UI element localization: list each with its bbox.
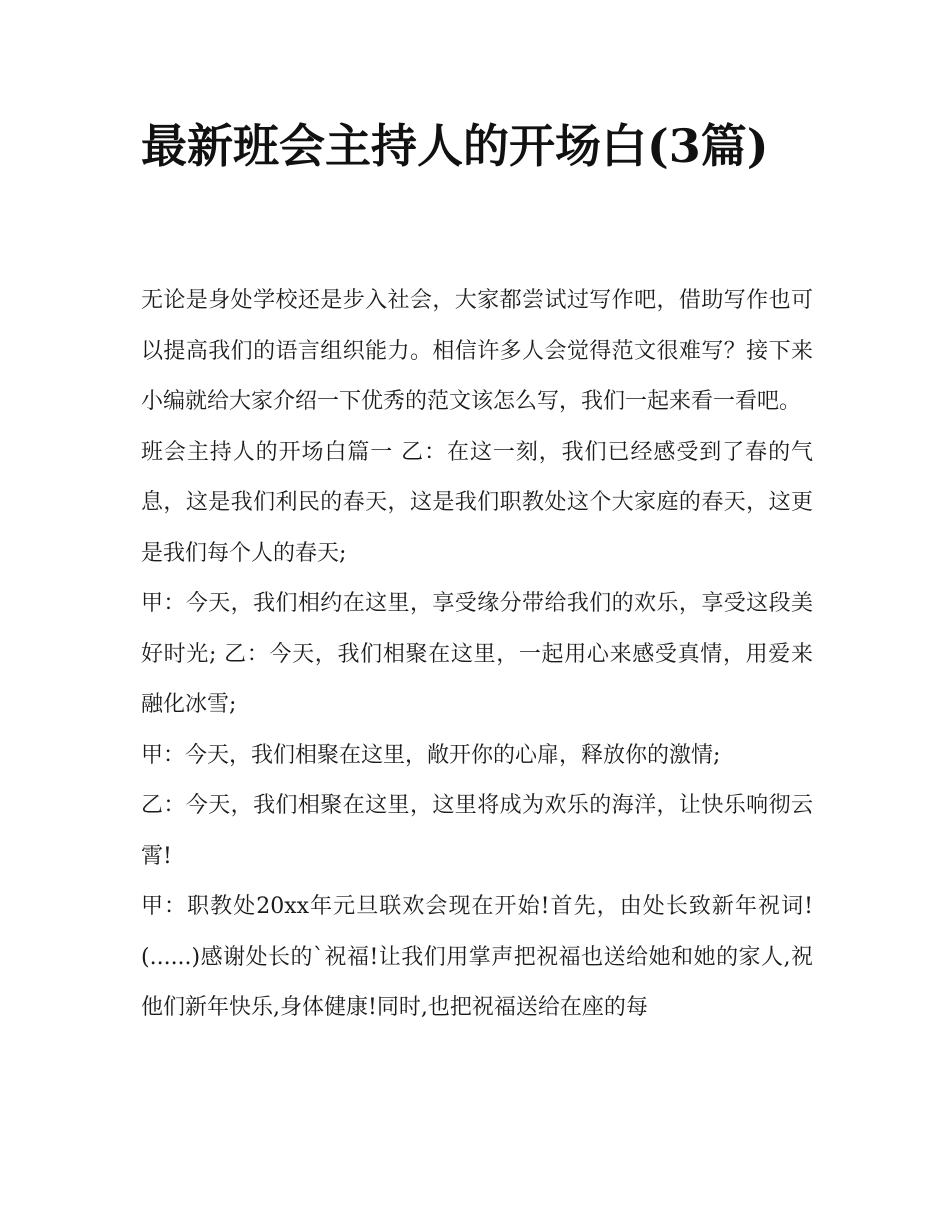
speech-paragraph-5: 甲：职教处20xx年元旦联欢会现在开始!首先，由处长致新年祝词!(......)感谢处长的`祝福!让我们用掌声把祝福也送给她和她的家人,祝他们新年快乐,身体健康!同时,也把祝福送给在座的每 [141,894,813,1020]
intro-paragraph: 无论是身处学校还是步入社会，大家都尝试过写作吧，借助写作也可以提高我们的语言组织能力。相信许多人会觉得范文很难写？接下来小编就给大家介绍一下优秀的范文该怎么写，我们一起来看一看吧。 [141,288,813,414]
document-body [141,276,813,1034]
speech-paragraph-4: 乙：今天，我们相聚在这里，这里将成为欢乐的海洋，让快乐响彻云霄! [141,793,813,869]
document-title: 最新班会主持人的开场白(3篇) [141,119,769,173]
speech-paragraph-2: 甲：今天，我们相约在这里，享受缘分带给我们的欢乐，享受这段美好时光; 乙：今天，我们相聚在这里，一起用心来感受真情，用爱来融化冰雪; [141,591,813,717]
speech-paragraph-3: 甲：今天，我们相聚在这里，敞开你的心扉，释放你的激情; [141,742,721,768]
speech-paragraph-1: 班会主持人的开场白篇一 乙：在这一刻，我们已经感受到了春的气息，这是我们利民的春天，这是我们职教处这个大家庭的春天，这更是我们每个人的春天; [141,439,813,566]
